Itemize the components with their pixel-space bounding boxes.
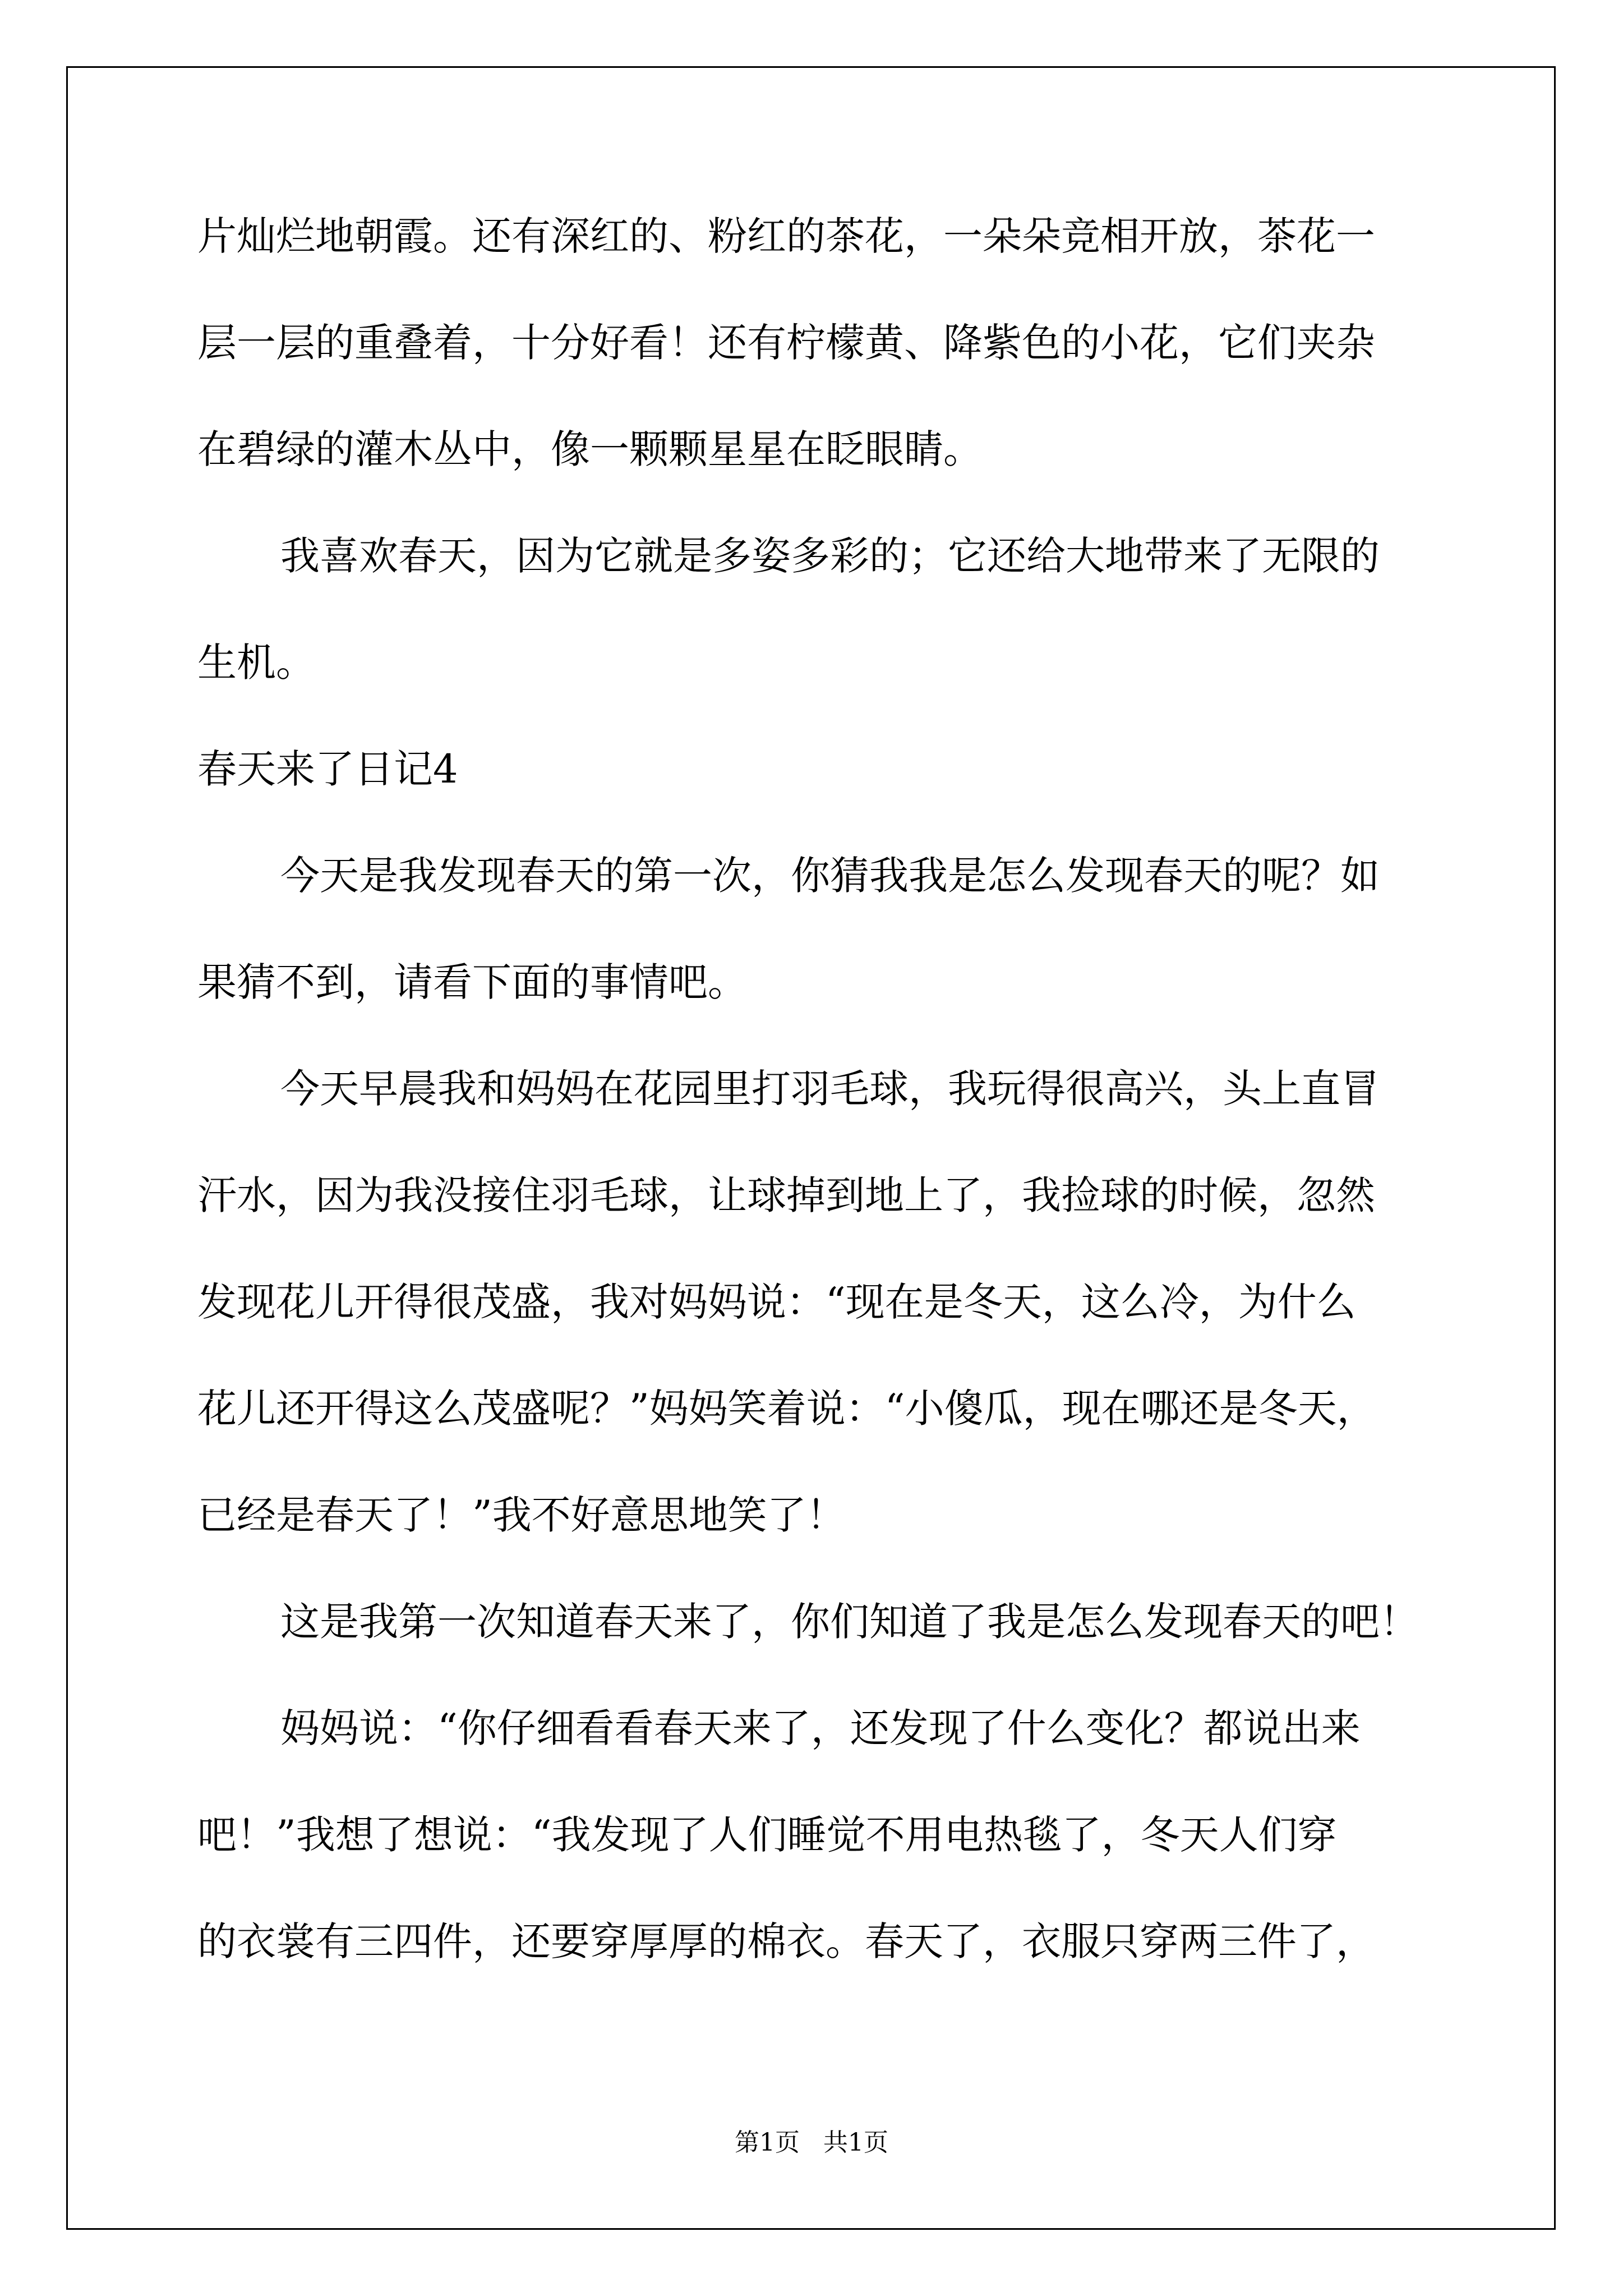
text-line: 今天早晨我和妈妈在花园里打羽毛球，我玩得很高兴，头上直冒 <box>280 1066 1380 1112</box>
text-line: 果猜不到，请看下面的事情吧。 <box>197 959 747 1005</box>
text-line: 花儿还开得这么茂盛呢？”妈妈笑着说：“小傻瓜，现在哪还是冬天， <box>197 1386 1376 1432</box>
text-line: 片灿烂地朝霞。还有深红的、粉红的茶花，一朵朵竞相开放，茶花一 <box>197 213 1375 259</box>
text-line: 吧！”我想了想说：“我发现了人们睡觉不用电热毯了，冬天人们穿 <box>197 1812 1337 1858</box>
text-line: 已经是春天了！”我不好意思地笑了！ <box>197 1492 846 1538</box>
text-line: 我喜欢春天，因为它就是多姿多彩的；它还给大地带来了无限的 <box>280 533 1380 579</box>
text-line: 今天是我发现春天的第一次，你猜我我是怎么发现春天的呢？如 <box>280 853 1380 899</box>
text-line: 的衣裳有三四件，还要穿厚厚的棉衣。春天了，衣服只穿两三件了， <box>197 1918 1375 1964</box>
text-line: 妈妈说：“你仔细看看春天来了，还发现了什么变化？都说出来 <box>280 1705 1361 1751</box>
text-line: 在碧绿的灌木丛中，像一颗颗星星在眨眼睛。 <box>197 426 983 472</box>
text-line: 汗水，因为我没接住羽毛球，让球掉到地上了，我捡球的时候，忽然 <box>197 1172 1375 1218</box>
document-body <box>197 211 1431 2023</box>
text-line: 生机。 <box>197 639 315 685</box>
page-footer: 第1页 共1页 <box>735 2128 888 2157</box>
text-line: 发现花儿开得很茂盛，我对妈妈说：“现在是冬天，这么冷，为什么 <box>197 1279 1356 1325</box>
text-line: 层一层的重叠着，十分好看！还有柠檬黄、降紫色的小花，它们夹杂 <box>197 320 1375 366</box>
text-line: 这是我第一次知道春天来了，你们知道了我是怎么发现春天的吧！ <box>280 1599 1419 1645</box>
section-heading: 春天来了日记4 <box>197 746 458 792</box>
